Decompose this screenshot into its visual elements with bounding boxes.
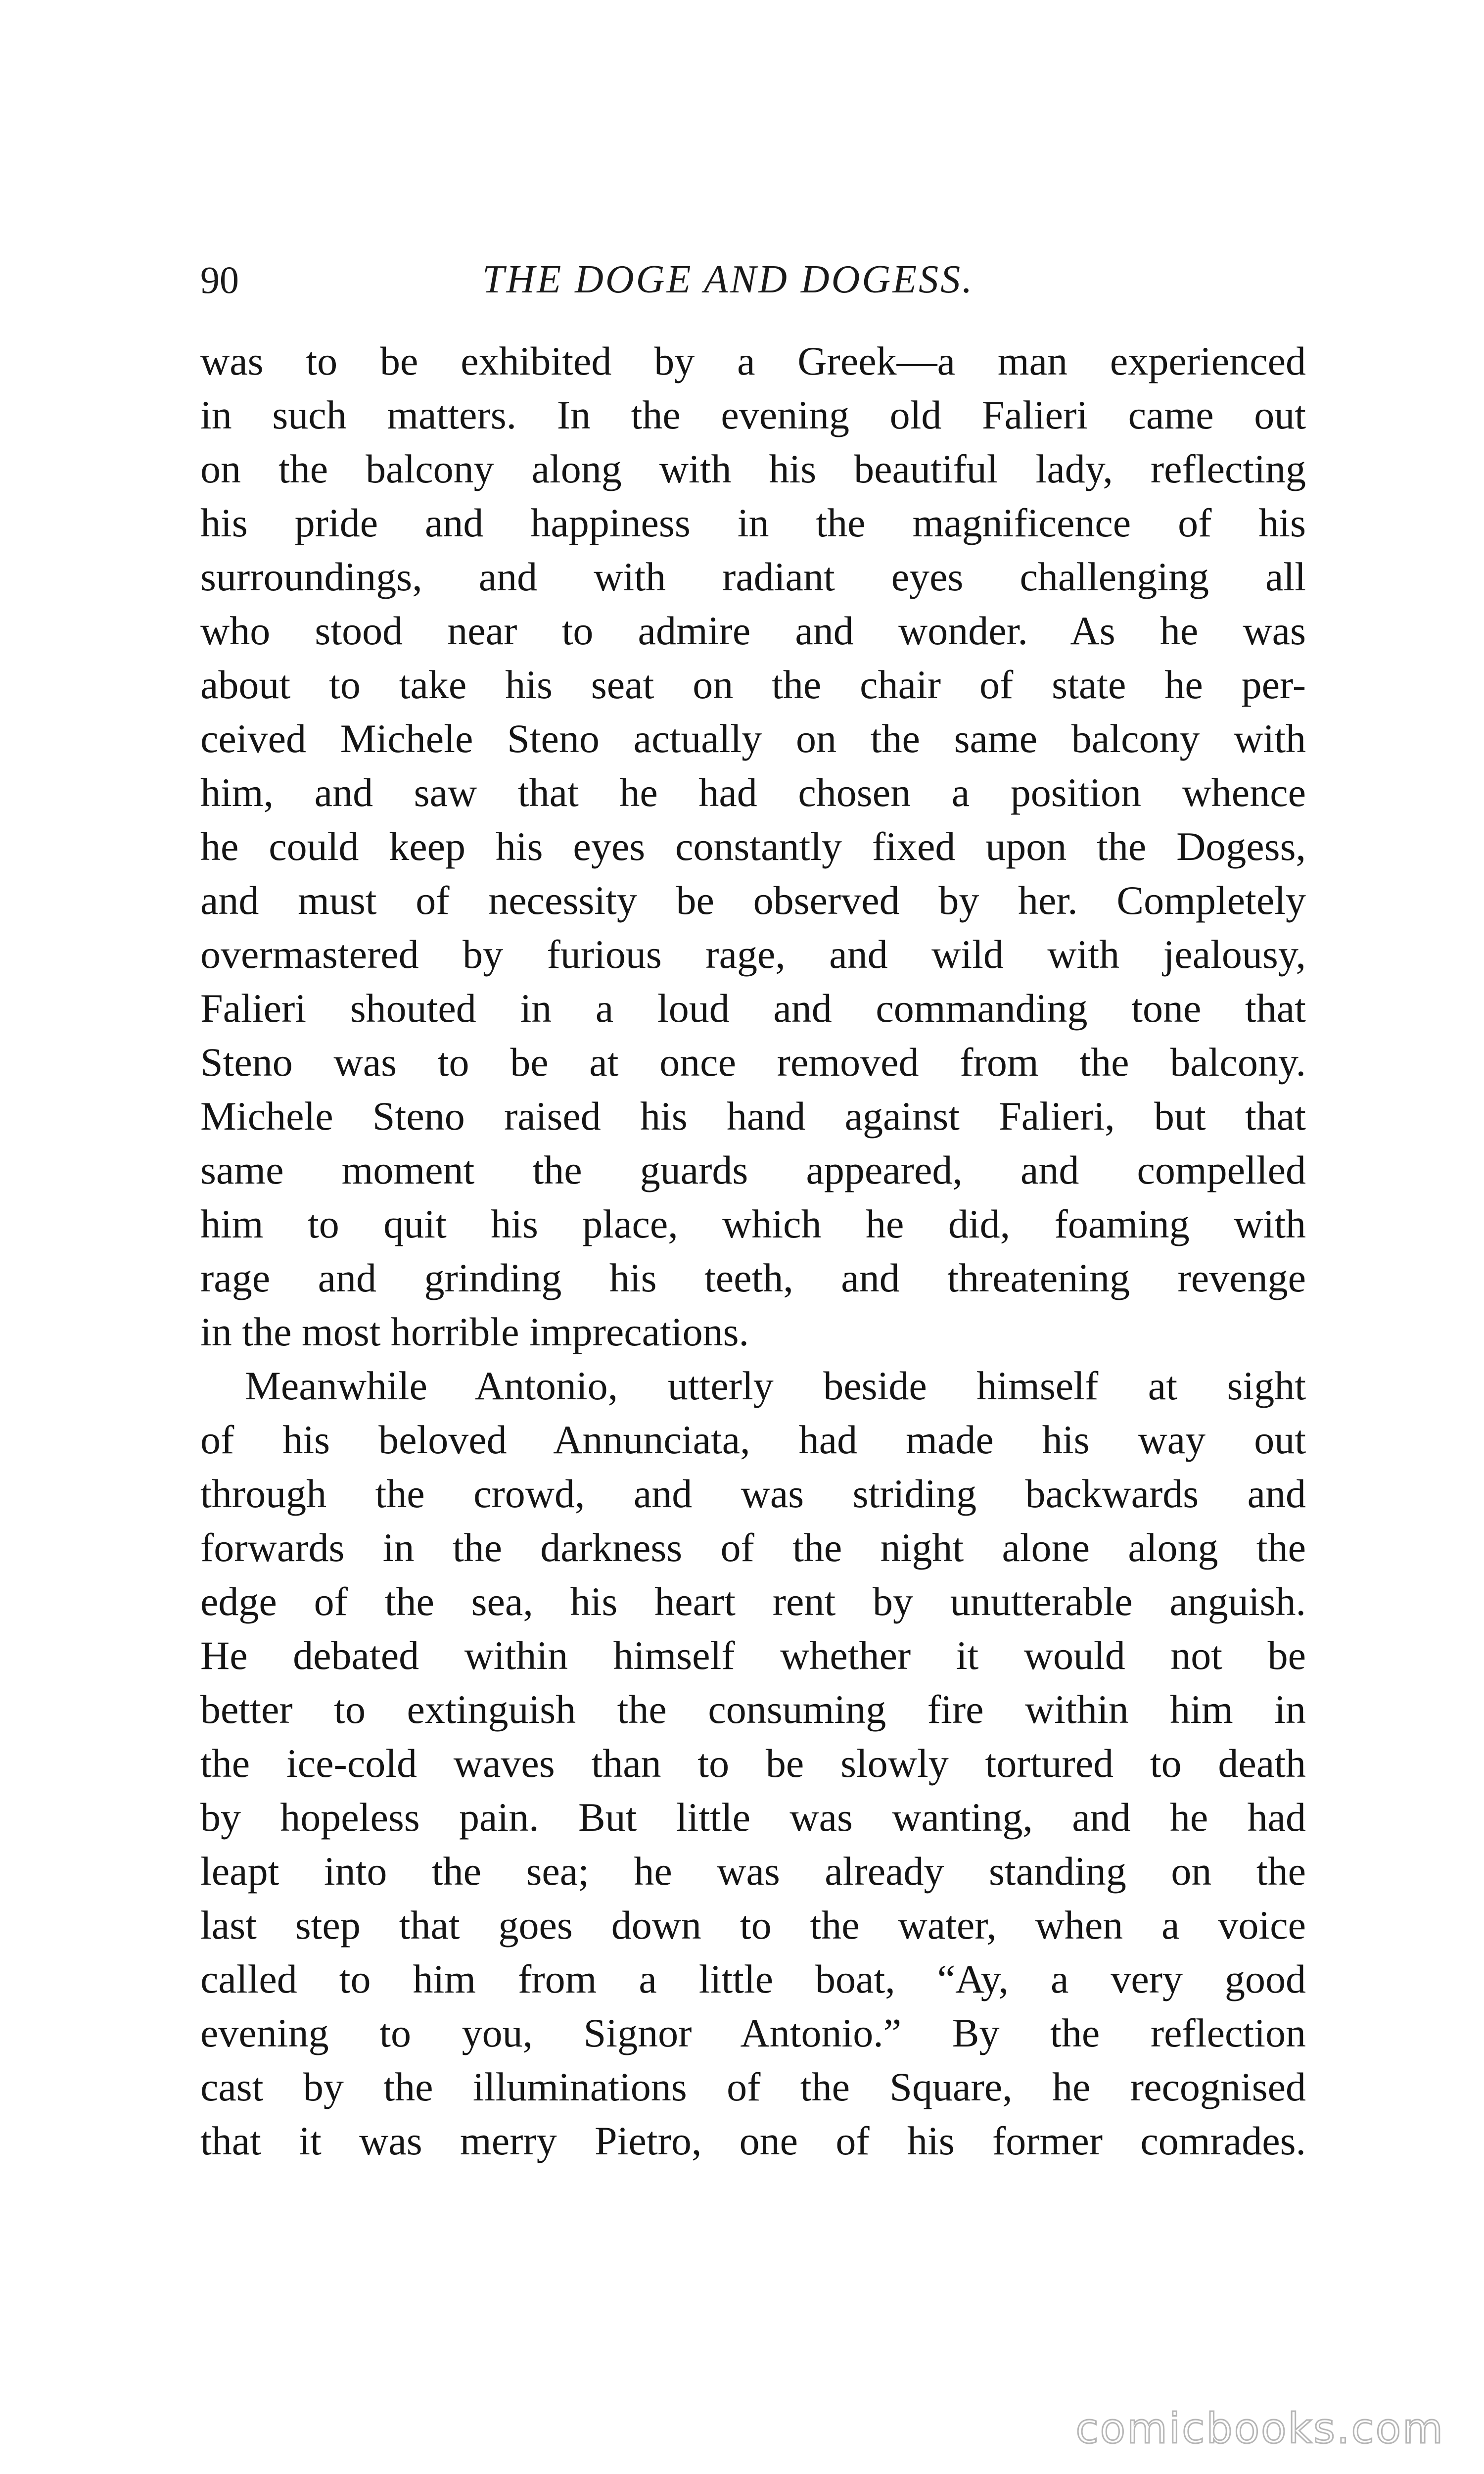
text-line: Meanwhile Antonio, utterly beside himself at sight <box>245 1363 1306 1408</box>
text-line: Michele Steno raised his hand against Falieri, but that <box>200 1094 1306 1139</box>
text-line: Steno was to be at once removed from the balcony. <box>200 1040 1306 1085</box>
text-line: surroundings, and with radiant eyes challenging all <box>200 554 1306 599</box>
text-line: forwards in the darkness of the night alone along the <box>200 1525 1306 1570</box>
text-line: leapt into the sea; he was already standing on the <box>200 1849 1306 1894</box>
page-header <box>200 250 1303 319</box>
text-line: Falieri shouted in a loud and commanding tone that <box>200 986 1306 1031</box>
watermark-logo: comicbooks.com <box>1075 2404 1444 2453</box>
text-line: overmastered by furious rage, and wild with jealousy, <box>200 932 1306 977</box>
text-line: in such matters. In the evening old Falieri came out <box>200 392 1306 437</box>
running-title: THE DOGE AND DOGESS. <box>482 258 974 301</box>
text-line: ceived Michele Steno actually on the same balcony with <box>200 716 1306 761</box>
text-line: about to take his seat on the chair of state he per- <box>200 662 1306 707</box>
text-line: same moment the guards appeared, and compelled <box>200 1147 1306 1192</box>
text-line: edge of the sea, his heart rent by unutterable anguish. <box>200 1579 1306 1624</box>
text-line: better to extinguish the consuming fire within him in <box>200 1687 1306 1732</box>
text-line: by hopeless pain. But little was wanting, and he had <box>200 1795 1306 1840</box>
text-line: the ice-cold waves than to be slowly tortured to death <box>200 1741 1306 1786</box>
text-line: was to be exhibited by a Greek—a man experienced <box>200 338 1306 383</box>
text-line: who stood near to admire and wonder. As he was <box>200 608 1306 653</box>
text-line: him, and saw that he had chosen a position whence <box>200 770 1306 815</box>
text-line: last step that goes down to the water, when a voice <box>200 1903 1306 1948</box>
body-text <box>200 334 1306 2168</box>
text-line: evening to you, Signor Antonio.” By the reflection <box>200 2010 1306 2055</box>
text-line: on the balcony along with his beautiful lady, reflecting <box>200 446 1306 491</box>
text-line: and must of necessity be observed by her. Completely <box>200 878 1306 923</box>
page-number: 90 <box>200 258 239 301</box>
text-line: rage and grinding his teeth, and threatening revenge <box>200 1255 1306 1300</box>
text-line: of his beloved Annunciata, had made his way out <box>200 1417 1306 1462</box>
text-line: in the most horrible imprecations. <box>200 1309 749 1354</box>
text-line: cast by the illuminations of the Square, he recognised <box>200 2064 1306 2109</box>
text-line: he could keep his eyes constantly fixed upon the Dogess, <box>200 824 1306 869</box>
paragraph-1 <box>200 334 1306 1359</box>
text-line: his pride and happiness in the magnificence of his <box>200 500 1306 545</box>
paragraph-2 <box>200 1359 1306 2168</box>
text-line: through the crowd, and was striding backwards and <box>200 1471 1306 1516</box>
text-line: called to him from a little boat, “Ay, a very good <box>200 1956 1306 2001</box>
text-line: him to quit his place, which he did, foaming with <box>200 1201 1306 1246</box>
text-line: He debated within himself whether it would not be <box>200 1633 1306 1678</box>
text-line: that it was merry Pietro, one of his former comrades. <box>200 2118 1306 2163</box>
